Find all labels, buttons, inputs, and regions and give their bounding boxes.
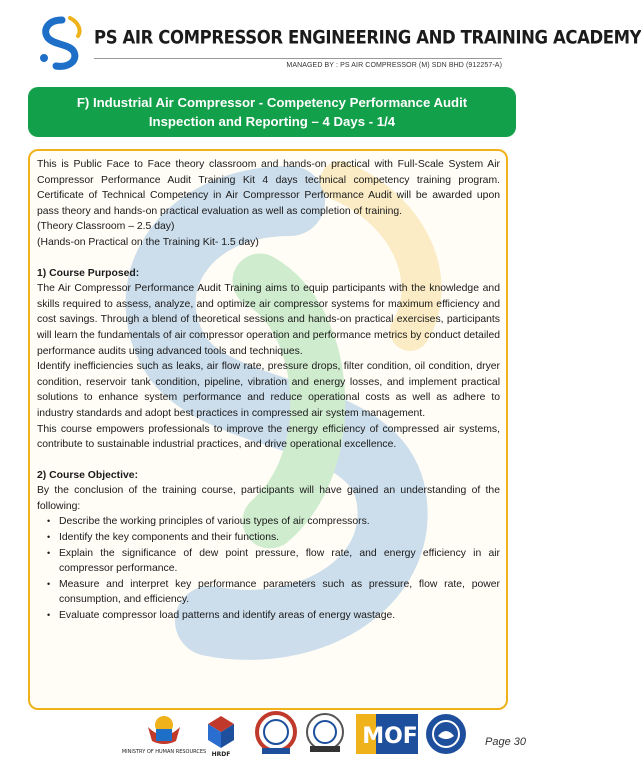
objective-item: • Measure and interpret key performance parameters such as pressure, flow rate, power consumption, and efficiency. bbox=[49, 577, 500, 608]
objective-item: • Describe the working principles of various types of air compressors. bbox=[49, 514, 500, 530]
banner-line-2: Inspection and Reporting – 4 Days - 1/4 bbox=[148, 114, 396, 129]
managed-by-text: MANAGED BY : PS AIR COMPRESSOR (M) SDN BHD (912257-A) bbox=[286, 62, 502, 69]
certification-seal-icon bbox=[424, 712, 468, 756]
ministry-label: MINISTRY OF HUMAN RESOURCES bbox=[121, 749, 207, 755]
hrd-corp-badge-icon bbox=[254, 710, 298, 758]
academy-title: PS AIR COMPRESSOR ENGINEERING AND TRAINING ACADEMY bbox=[94, 26, 641, 48]
purpose-paragraph-1: The Air Compressor Performance Audit Training aims to equip participants with the knowledge and skills required to assess, analyze, and optimize air compressor systems for maximum efficiency and cost savings. Through a blend of theoretical sessions and hands-on practical exercises, participants will learn the fundamentals of air compressor operation and performance metrics by conduct detailed performance audits using advanced tools and techniques. bbox=[37, 283, 500, 357]
mof-label: MOF bbox=[362, 724, 418, 749]
objective-intro: By the conclusion of the training course, participants will have gained an understanding of the following: bbox=[37, 485, 500, 512]
ministry-crest-logo bbox=[121, 709, 207, 761]
banner-line-1: F) Industrial Air Compressor - Competency Performance Audit bbox=[76, 95, 468, 110]
purpose-paragraph-3: This course empowers professionals to improve the energy efficiency of compressed air systems, contribute to sustainable industrial practices, and drive operational excellence. bbox=[37, 423, 500, 451]
objective-item: • Explain the significance of dew point pressure, flow rate, and energy efficiency in air compressor performance. bbox=[49, 546, 500, 577]
objective-item: • Evaluate compressor load patterns and identify areas of energy wastage. bbox=[49, 608, 500, 624]
header-divider bbox=[94, 58, 502, 59]
page-number: Page 30 bbox=[485, 736, 526, 748]
course-title-banner bbox=[28, 87, 516, 137]
intro-paragraph: This is Public Face to Face theory classroom and hands-on practical with Full-Scale System Air Compressor Performance Audit Training Kit 4 days technical competency training program. Certificate of Technical Competency in Air Compressor Performance Audit will be awarded upon pass theory and hands-on practical evaluation as well as completion of training. bbox=[37, 159, 500, 217]
hrdf-logo bbox=[206, 714, 236, 758]
course-content-box bbox=[28, 149, 508, 710]
mof-logo bbox=[356, 714, 418, 754]
hrdf-label: HRDF bbox=[211, 751, 231, 758]
academy-logo bbox=[34, 14, 90, 72]
course-objective-heading: 2) Course Objective: bbox=[37, 469, 139, 481]
hrd-claimable-badge-icon bbox=[304, 712, 346, 756]
course-purposed-heading: 1) Course Purposed: bbox=[37, 267, 140, 279]
objective-item: • Identify the key components and their functions. bbox=[49, 530, 500, 546]
objective-list bbox=[37, 514, 500, 623]
theory-duration: (Theory Classroom – 2.5 day) bbox=[37, 221, 175, 233]
practical-duration: (Hands-on Practical on the Training Kit- 1.5 day) bbox=[37, 236, 259, 248]
purpose-paragraph-2: Identify inefficiencies such as leaks, air flow rate, pressure drops, filter condition, oil condition, dryer condition, reservoir tank condition, pipeline, vibration and energy losses, and implement practical solutions to enhance system performance and reduce operational costs as well as adhere to industry standards and adopt best practices in compressed air system management. bbox=[37, 361, 500, 419]
